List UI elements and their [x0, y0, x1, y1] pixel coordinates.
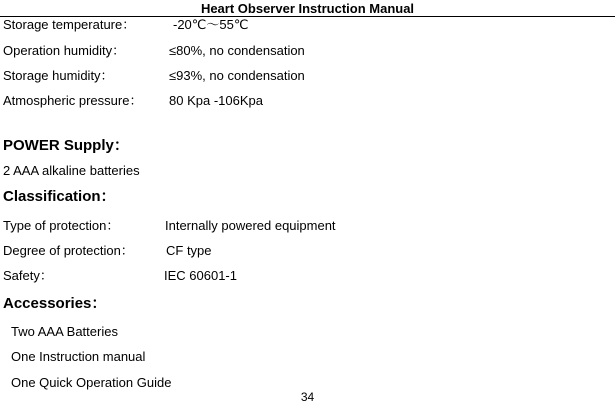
power-supply-text: 2 AAA alkaline batteries [3, 163, 140, 178]
type-of-protection-value: Internally powered equipment [165, 218, 336, 233]
power-supply-heading: POWER Supply： [3, 137, 129, 154]
accessories-heading: Accessories： [3, 295, 107, 312]
classification-heading: Classification： [3, 188, 116, 205]
storage-temperature-value: -20℃～55℃ [173, 17, 249, 32]
storage-humidity-label: Storage humidity： [3, 68, 114, 83]
degree-of-protection-label: Degree of protection： [3, 243, 134, 258]
type-of-protection-label: Type of protection： [3, 218, 120, 233]
storage-humidity-value: ≤93%, no condensation [169, 68, 305, 83]
storage-temperature-label: Storage temperature： [3, 17, 136, 32]
degree-of-protection-value: CF type [166, 243, 212, 258]
document-title: Heart Observer Instruction Manual [200, 1, 415, 16]
operation-humidity-label: Operation humidity： [3, 43, 126, 58]
atmospheric-pressure-label: Atmospheric pressure： [3, 93, 143, 108]
operation-humidity-value: ≤80%, no condensation [169, 43, 305, 58]
accessory-item: One Instruction manual [11, 349, 146, 364]
safety-label: Safety： [3, 268, 53, 283]
page-number: 34 [300, 390, 315, 404]
safety-value: IEC 60601-1 [164, 268, 237, 283]
accessory-item: One Quick Operation Guide [11, 375, 172, 390]
atmospheric-pressure-value: 80 Kpa -106Kpa [169, 93, 263, 108]
accessory-item: Two AAA Batteries [11, 324, 118, 339]
